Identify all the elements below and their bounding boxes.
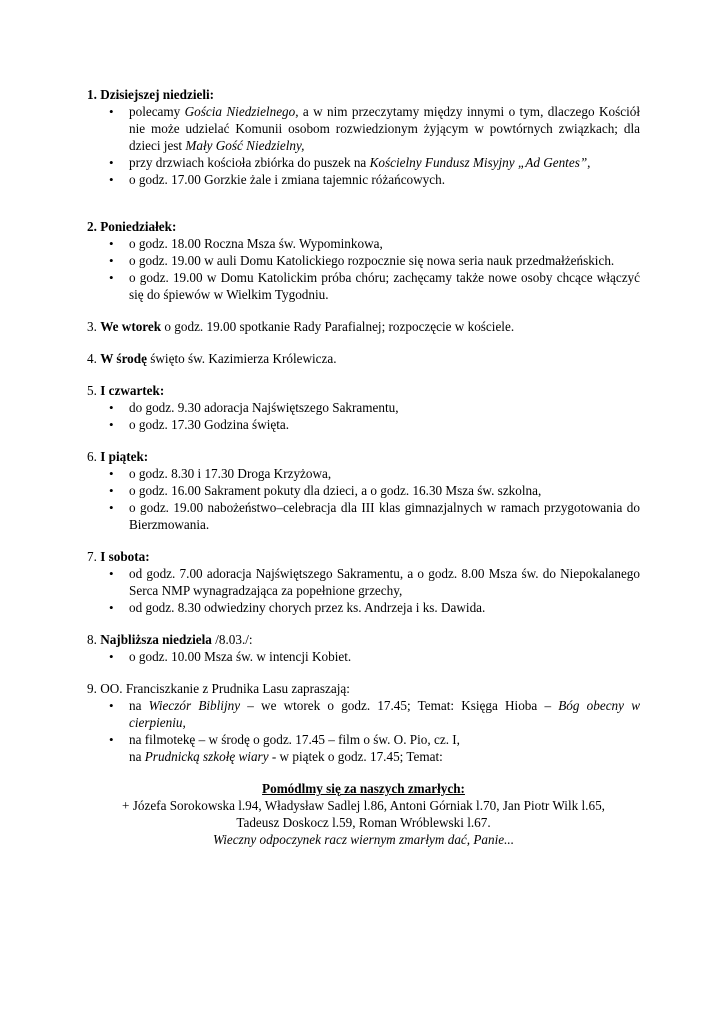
list-item: • o godz. 16.00 Sakrament pokuty dla dzieci, a o godz. 16.30 Msza św. szkolna,	[87, 482, 640, 499]
section-wednesday: 4. W środę święto św. Kazimierza Królewicza.	[87, 351, 337, 366]
section-sunday	[87, 86, 640, 188]
section-heading: 6. I piątek:	[87, 449, 149, 464]
section-heading: 7. I sobota:	[87, 549, 150, 564]
bullet-list	[87, 235, 640, 303]
prayer-line: Wieczny odpoczynek racz wiernym zmarłym dać, Panie...	[212, 832, 515, 847]
list-item: • do godz. 9.30 adoracja Najświętszego Sakramentu,	[87, 399, 640, 416]
deceased-list-line: + Józefa Sorokowska l.94, Władysław Sadlej l.86, Antoni Górniak l.70, Jan Piotr Wilk l.65,	[122, 798, 605, 813]
section-franciscans	[87, 680, 640, 765]
section-heading: 8. Najbliższa niedziela /8.03./:	[87, 632, 253, 647]
bullet-list	[87, 399, 640, 433]
list-item: • od godz. 7.00 adoracja Najświętszego Sakramentu, a o godz. 8.00 Msza św. do Niepokalanego Serca NMP wynagradzająca za popełnione grzechy,	[87, 565, 640, 599]
section-heading: 2. Poniedziałek:	[87, 219, 177, 234]
section-next-sunday	[87, 631, 640, 665]
list-item: • przy drzwiach kościoła zbiórka do puszek na Kościelny Fundusz Misyjny „Ad Gentes”,	[87, 154, 640, 171]
closing-title: Pomódlmy się za naszych zmarłych:	[262, 781, 465, 796]
prayer-for-deceased	[87, 780, 640, 848]
deceased-list-line: Tadeusz Doskocz l.59, Roman Wróblewski l.67.	[236, 815, 491, 830]
list-item: • o godz. 19.00 nabożeństwo–celebracja dla III klas gimnazjalnych w ramach przygotowania do Bierzmowania.	[87, 499, 640, 533]
section-heading: 1. Dzisiejszej niedzieli:	[87, 87, 215, 102]
section-saturday	[87, 548, 640, 616]
section-monday	[87, 218, 640, 303]
section-heading: 9. OO. Franciszkanie z Prudnika Lasu zapraszają:	[87, 681, 350, 696]
section-heading: 5. I czwartek:	[87, 383, 165, 398]
section-friday	[87, 448, 640, 533]
bullet-list	[87, 648, 640, 665]
list-item: • o godz. 17.30 Godzina święta.	[87, 416, 640, 433]
list-item: • o godz. 19.00 w Domu Katolickim próba chóru; zachęcamy także nowe osoby chcące włączyć się do śpiewów w Wielkim Tygodniu.	[87, 269, 640, 303]
announcements	[87, 86, 640, 848]
bullet-list	[87, 565, 640, 616]
list-item: • o godz. 17.00 Gorzkie żale i zmiana tajemnic różańcowych.	[87, 171, 640, 188]
section-tuesday: 3. We wtorek o godz. 19.00 spotkanie Rady Parafialnej; rozpoczęcie w kościele.	[87, 319, 515, 334]
list-item: • na Wieczór Biblijny – we wtorek o godz. 17.45; Temat: Księga Hioba – Bóg obecny w cierpieniu,	[87, 697, 640, 731]
bullet-list	[87, 697, 640, 748]
bullet-list	[87, 103, 640, 188]
section-thursday	[87, 382, 640, 433]
list-item: • od godz. 8.30 odwiedziny chorych przez ks. Andrzeja i ks. Dawida.	[87, 599, 640, 616]
list-item: • na filmotekę – w środę o godz. 17.45 – film o św. O. Pio, cz. I,	[87, 731, 640, 748]
bullet-list	[87, 465, 640, 533]
list-item: • o godz. 10.00 Msza św. w intencji Kobiet.	[87, 648, 640, 665]
list-item: • polecamy Gościa Niedzielnego, a w nim przeczytamy między innymi o tym, dlaczego Kościół nie może udzielać Komunii osobom rozwiedzionym żyjącym w powtórnych związkach; dla dzieci jest Mały Gość Niedzielny,	[87, 103, 640, 154]
list-item: • o godz. 19.00 w auli Domu Katolickiego rozpocznie się nowa seria nauk przedmałżeńskich.	[87, 252, 640, 269]
continuation-line: na Prudnicką szkołę wiary - w piątek o godz. 17.45; Temat:	[129, 749, 443, 764]
list-item: • o godz. 8.30 i 17.30 Droga Krzyżowa,	[87, 465, 640, 482]
list-item: • o godz. 18.00 Roczna Msza św. Wypominkowa,	[87, 235, 640, 252]
